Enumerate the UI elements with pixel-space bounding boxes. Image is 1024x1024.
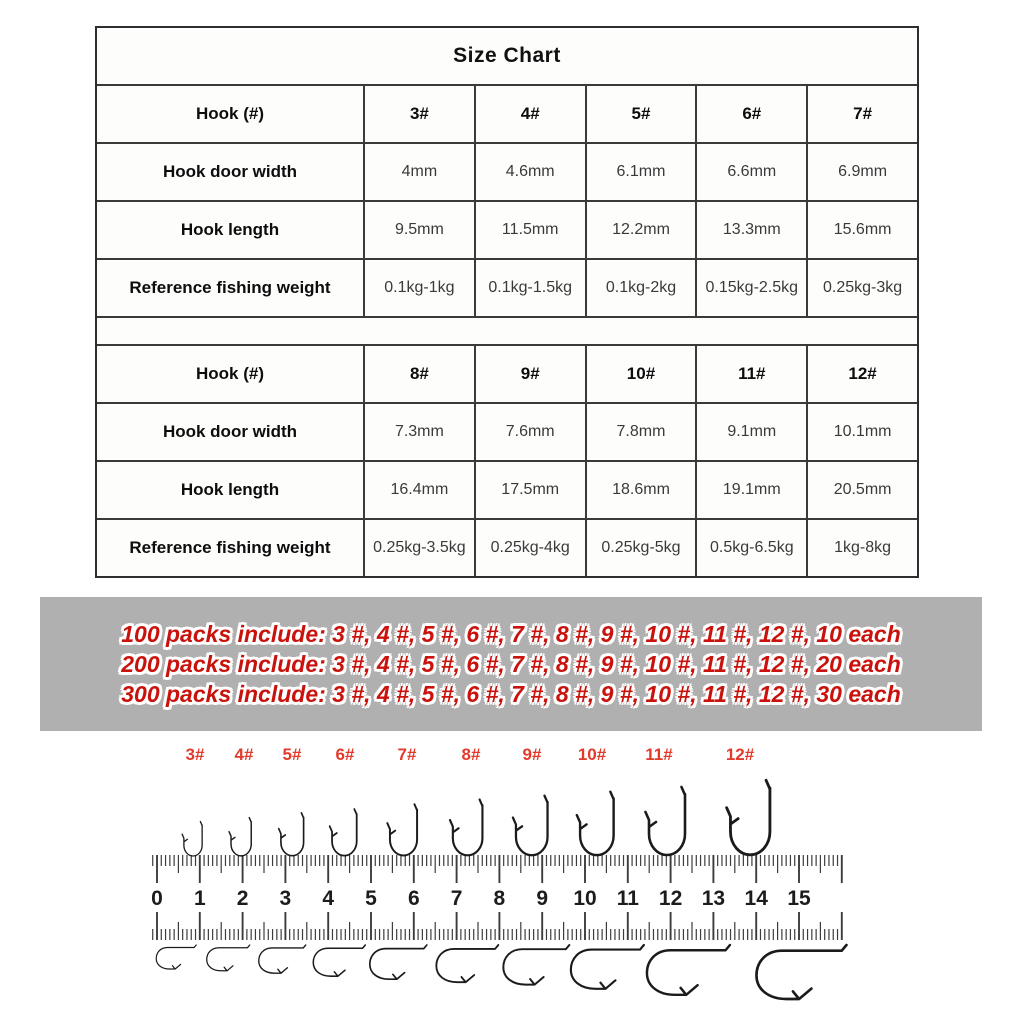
hook-top-7 — [387, 804, 417, 855]
row-label: Hook length — [97, 202, 365, 258]
ruler-number-11: 11 — [616, 887, 639, 910]
hooks-and-ruler-illustration — [0, 740, 1024, 1024]
row-label: Hook (#) — [97, 346, 365, 402]
ruler-number-5: 5 — [365, 887, 377, 910]
table-cell: 6.9mm — [838, 163, 888, 180]
table-cell: 0.25kg-3kg — [823, 279, 903, 296]
hook-size-label-12: 12# — [725, 745, 755, 764]
table-row — [97, 142, 917, 200]
table-row — [97, 258, 917, 316]
table-cell: 0.25kg-3.5kg — [365, 520, 476, 576]
table-cell: 11.5mm — [476, 202, 587, 258]
pack-info-line-200: 200 packs include: 3 #, 4 #, 5 #, 6 #, 7 #, 8 #, 9 #, 10 #, 11 #, 12 #, 20 each — [121, 650, 901, 677]
pack-info-banner — [40, 597, 982, 731]
table-cell: 20.5mm — [833, 481, 892, 498]
ruler-number-1: 1 — [193, 887, 206, 910]
table-cell: 0.25kg-5kg — [587, 520, 698, 576]
table-cell: 16.4mm — [365, 462, 476, 518]
hook-size-label-9: 9# — [522, 745, 542, 764]
ruler-number-15: 15 — [787, 887, 811, 910]
hook-bottom-10 — [571, 945, 644, 989]
row-label: Hook door width — [97, 144, 365, 200]
table-cell: 15.6mm — [833, 221, 892, 238]
ruler-number-10: 10 — [573, 887, 597, 910]
column-header: 8# — [365, 346, 476, 402]
ruler-number-7: 7 — [450, 887, 463, 910]
hook-top-9 — [513, 796, 548, 856]
hook-size-label-10: 10# — [577, 745, 607, 764]
table-cell: 10.1mm — [833, 423, 892, 440]
table-row — [97, 402, 917, 460]
row-label: Reference fishing weight — [97, 520, 365, 576]
hook-top-11 — [646, 787, 686, 855]
hook-top-10 — [577, 792, 614, 855]
hook-size-label-7: 7# — [397, 745, 417, 764]
row-label: Reference fishing weight — [97, 260, 365, 316]
column-header: 10# — [587, 346, 698, 402]
hook-bottom-8 — [436, 945, 498, 982]
hook-bottom-11 — [647, 945, 730, 995]
hook-size-label-8: 8# — [461, 745, 481, 764]
hook-top-12 — [727, 780, 770, 855]
column-header: 11# — [697, 346, 808, 402]
ruler-number-9: 9 — [536, 887, 549, 910]
table-row — [97, 200, 917, 258]
table-cell: 4.6mm — [476, 144, 587, 200]
hook-bottom-5 — [259, 945, 306, 973]
ruler — [151, 855, 842, 940]
ruler-number-0: 0 — [151, 887, 163, 910]
table-cell: 0.1kg-2kg — [587, 260, 698, 316]
column-header: 12# — [848, 364, 877, 383]
table-cell: 0.5kg-6.5kg — [697, 520, 808, 576]
hook-size-label-3: 3# — [185, 745, 205, 764]
table-cell: 17.5mm — [476, 462, 587, 518]
table-cell: 0.25kg-4kg — [476, 520, 587, 576]
table-body — [97, 84, 917, 576]
ruler-number-6: 6 — [407, 887, 420, 910]
table-cell: 7.3mm — [365, 404, 476, 460]
table-cell: 6.1mm — [587, 144, 698, 200]
column-header: 7# — [853, 104, 873, 123]
table-cell: 1kg-8kg — [834, 539, 892, 556]
hook-bottom-3 — [156, 945, 196, 969]
hook-top-8 — [450, 799, 482, 855]
column-header: 3# — [365, 86, 476, 142]
hook-bottom-7 — [370, 945, 427, 979]
table-title: Size Chart — [453, 44, 561, 67]
column-header: 4# — [476, 86, 587, 142]
hook-top-6 — [330, 809, 357, 856]
table-cell: 19.1mm — [697, 462, 808, 518]
table-header-row — [97, 84, 917, 142]
table-header-row — [97, 344, 917, 402]
table-cell: 4mm — [365, 144, 476, 200]
hook-size-label-6: 6# — [335, 745, 355, 764]
hook-bottom-12 — [756, 945, 846, 999]
column-header: 9# — [476, 346, 587, 402]
ruler-number-12: 12 — [658, 887, 683, 910]
hook-size-label-5: 5# — [282, 745, 302, 764]
hook-bottom-4 — [207, 945, 250, 971]
size-chart-table — [95, 26, 919, 578]
ruler-number-4: 4 — [322, 887, 335, 910]
row-label: Hook length — [97, 462, 365, 518]
hook-size-label-4: 4# — [234, 745, 254, 764]
row-label: Hook door width — [97, 404, 365, 460]
pack-info-line-300: 300 packs include: 3 #, 4 #, 5 #, 6 #, 7 #, 8 #, 9 #, 10 #, 11 #, 12 #, 30 each — [121, 680, 901, 707]
ruler-number-3: 3 — [279, 887, 292, 910]
table-cell: 9.5mm — [365, 202, 476, 258]
table-row — [97, 460, 917, 518]
hook-top-5 — [279, 813, 304, 856]
ruler-number-13: 13 — [701, 887, 726, 910]
table-spacer-row — [97, 316, 917, 344]
pack-info-line-100: 100 packs include: 3 #, 4 #, 5 #, 6 #, 7 #, 8 #, 9 #, 10 #, 11 #, 12 #, 10 each — [121, 620, 901, 647]
table-cell: 18.6mm — [587, 462, 698, 518]
table-cell: 12.2mm — [587, 202, 698, 258]
column-header: 6# — [697, 86, 808, 142]
table-cell: 7.6mm — [476, 404, 587, 460]
table-cell: 0.1kg-1kg — [365, 260, 476, 316]
ruler-number-14: 14 — [744, 887, 768, 910]
table-cell: 0.15kg-2.5kg — [697, 260, 808, 316]
table-cell: 9.1mm — [697, 404, 808, 460]
hook-size-label-11: 11# — [645, 745, 673, 764]
hook-top-3 — [182, 822, 202, 856]
table-cell: 7.8mm — [587, 404, 698, 460]
table-row — [97, 518, 917, 576]
table-cell: 13.3mm — [697, 202, 808, 258]
row-label: Hook (#) — [97, 86, 365, 142]
column-header: 5# — [587, 86, 698, 142]
hook-top-4 — [229, 818, 251, 856]
table-cell: 6.6mm — [697, 144, 808, 200]
hook-bottom-6 — [313, 945, 365, 976]
ruler-number-8: 8 — [493, 887, 506, 910]
hook-bottom-9 — [503, 945, 569, 985]
table-cell: 0.1kg-1.5kg — [476, 260, 587, 316]
ruler-number-2: 2 — [236, 887, 249, 910]
